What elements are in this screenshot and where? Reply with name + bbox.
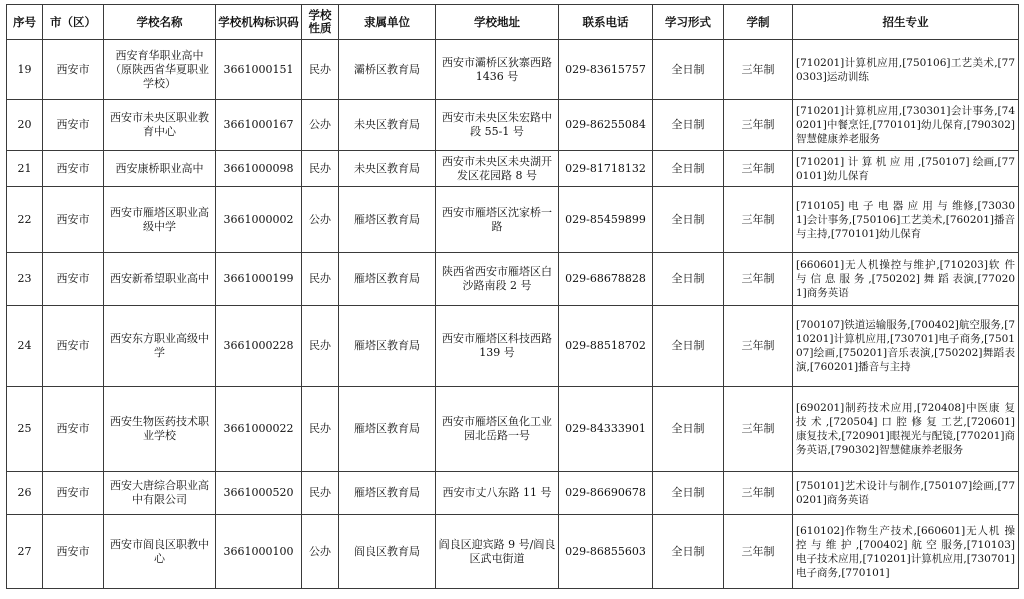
cell-city: 西安市: [43, 306, 104, 387]
cell-name: 西安新希望职业高中: [104, 253, 216, 306]
cell-name: 西安生物医药技术职业学校: [104, 387, 216, 472]
table-row: [7, 100, 1019, 151]
cell-index: 20: [7, 100, 43, 151]
cell-city: 西安市: [43, 253, 104, 306]
cell-duration: 三年制: [724, 515, 793, 589]
header-duration: 学制: [724, 5, 793, 40]
cell-address: 西安市未央区未央湖开发区花园路 8 号: [436, 151, 559, 187]
cell-address: 陕西省西安市雁塔区白沙路南段 2 号: [436, 253, 559, 306]
cell-nature: 民办: [302, 387, 339, 472]
cell-majors: [710201]计算机应用,[750106]工艺美术,[770303]运动训练: [793, 40, 1019, 100]
cell-authority: 灞桥区教育局: [339, 40, 436, 100]
cell-address: 西安市灞桥区狄寨西路 1436 号: [436, 40, 559, 100]
cell-index: 19: [7, 40, 43, 100]
cell-phone: 029-84333901: [559, 387, 653, 472]
cell-mode: 全日制: [653, 515, 724, 589]
cell-nature: 公办: [302, 187, 339, 253]
cell-phone: 029-68678828: [559, 253, 653, 306]
header-mode: 学习形式: [653, 5, 724, 40]
cell-code: 3661000151: [216, 40, 302, 100]
cell-mode: 全日制: [653, 40, 724, 100]
cell-name: 西安大唐综合职业高中有限公司: [104, 472, 216, 515]
cell-authority: 未央区教育局: [339, 151, 436, 187]
cell-mode: 全日制: [653, 472, 724, 515]
table-row: [7, 187, 1019, 253]
cell-name: 西安育华职业高中（原陕西省华夏职业学校）: [104, 40, 216, 100]
cell-phone: 029-85459899: [559, 187, 653, 253]
table-body: [7, 40, 1019, 589]
cell-authority: 雁塔区教育局: [339, 306, 436, 387]
cell-city: 西安市: [43, 515, 104, 589]
header-code: 学校机构标识码: [216, 5, 302, 40]
cell-nature: 民办: [302, 253, 339, 306]
table-row: [7, 253, 1019, 306]
cell-city: 西安市: [43, 387, 104, 472]
cell-city: 西安市: [43, 472, 104, 515]
header-authority: 隶属单位: [339, 5, 436, 40]
cell-phone: 029-86255084: [559, 100, 653, 151]
cell-mode: 全日制: [653, 100, 724, 151]
table-row: [7, 151, 1019, 187]
cell-nature: 民办: [302, 472, 339, 515]
cell-city: 西安市: [43, 100, 104, 151]
cell-majors: [690201]制药技术应用,[720408]中医康 复 技 术 ,[720504] 口 腔 修 复 工艺,[720601]康复技术,[720901]眼视光与配镜,[770201]商务英语,[790302]智慧健康养老服务: [793, 387, 1019, 472]
cell-name: 西安市阎良区职教中心: [104, 515, 216, 589]
cell-address: 西安市雁塔区沈家桥一路: [436, 187, 559, 253]
header-address: 学校地址: [436, 5, 559, 40]
cell-mode: 全日制: [653, 387, 724, 472]
cell-phone: 029-86855603: [559, 515, 653, 589]
cell-duration: 三年制: [724, 253, 793, 306]
cell-duration: 三年制: [724, 387, 793, 472]
cell-name: 西安市未央区职业教育中心: [104, 100, 216, 151]
cell-name: 西安市雁塔区职业高级中学: [104, 187, 216, 253]
cell-majors: [710105] 电 子 电 器 应 用 与 维修,[730301]会计事务,[750106]工艺美术,[760201]播音与主持,[770101]幼儿保育: [793, 187, 1019, 253]
cell-code: 3661000002: [216, 187, 302, 253]
cell-phone: 029-83615757: [559, 40, 653, 100]
cell-code: 3661000100: [216, 515, 302, 589]
cell-authority: 未央区教育局: [339, 100, 436, 151]
table-row: [7, 40, 1019, 100]
cell-index: 25: [7, 387, 43, 472]
cell-majors: [700107]铁道运输服务,[700402]航空服务,[710201]计算机应用,[730701]电子商务,[750107]绘画,[750201]音乐表演,[750202]舞蹈表演,[760201]播音与主持: [793, 306, 1019, 387]
cell-nature: 公办: [302, 515, 339, 589]
cell-duration: 三年制: [724, 40, 793, 100]
cell-phone: 029-88518702: [559, 306, 653, 387]
cell-nature: 民办: [302, 151, 339, 187]
header-phone: 联系电话: [559, 5, 653, 40]
table-row: [7, 387, 1019, 472]
header-majors: 招生专业: [793, 5, 1019, 40]
cell-index: 22: [7, 187, 43, 253]
cell-index: 26: [7, 472, 43, 515]
cell-mode: 全日制: [653, 187, 724, 253]
cell-address: 阎良区迎宾路 9 号/阎良区武屯街道: [436, 515, 559, 589]
cell-majors: [750101]艺术设计与制作,[750107]绘画,[770201]商务英语: [793, 472, 1019, 515]
cell-phone: 029-86690678: [559, 472, 653, 515]
header-row: [7, 5, 1019, 40]
cell-authority: 雁塔区教育局: [339, 187, 436, 253]
cell-authority: 雁塔区教育局: [339, 472, 436, 515]
cell-duration: 三年制: [724, 151, 793, 187]
header-index: 序号: [7, 5, 43, 40]
table-header: [7, 5, 1019, 40]
cell-duration: 三年制: [724, 306, 793, 387]
cell-code: 3661000228: [216, 306, 302, 387]
cell-authority: 阎良区教育局: [339, 515, 436, 589]
table-row: [7, 515, 1019, 589]
cell-code: 3661000520: [216, 472, 302, 515]
cell-nature: 公办: [302, 100, 339, 151]
table-row: [7, 472, 1019, 515]
cell-address: 西安市雁塔区鱼化工业园北岳路一号: [436, 387, 559, 472]
header-name: 学校名称: [104, 5, 216, 40]
cell-index: 23: [7, 253, 43, 306]
cell-city: 西安市: [43, 187, 104, 253]
cell-address: 西安市未央区朱宏路中段 55-1 号: [436, 100, 559, 151]
cell-name: 西安东方职业高级中学: [104, 306, 216, 387]
cell-code: 3661000199: [216, 253, 302, 306]
school-table: [6, 4, 1019, 589]
cell-phone: 029-81718132: [559, 151, 653, 187]
cell-nature: 民办: [302, 306, 339, 387]
cell-name: 西安康桥职业高中: [104, 151, 216, 187]
cell-address: 西安市丈八东路 11 号: [436, 472, 559, 515]
cell-majors: [660601]无人机操控与维护,[710203]软 件 与 信 息 服 务 ,[750202] 舞 蹈 表演,[770201]商务英语: [793, 253, 1019, 306]
cell-duration: 三年制: [724, 187, 793, 253]
cell-authority: 雁塔区教育局: [339, 387, 436, 472]
cell-index: 24: [7, 306, 43, 387]
cell-code: 3661000022: [216, 387, 302, 472]
cell-majors: [710201]计算机应用,[730301]会计事务,[740201]中餐烹饪,[770101]幼儿保育,[790302]智慧健康养老服务: [793, 100, 1019, 151]
cell-duration: 三年制: [724, 472, 793, 515]
cell-nature: 民办: [302, 40, 339, 100]
cell-mode: 全日制: [653, 151, 724, 187]
header-city: 市（区）: [43, 5, 104, 40]
cell-city: 西安市: [43, 151, 104, 187]
table-row: [7, 306, 1019, 387]
cell-mode: 全日制: [653, 253, 724, 306]
cell-majors: [610102]作物生产技术,[660601]无人机 操 控 与 维 护 ,[700402] 航 空 服务,[710103]电子技术应用,[710201]计算机应用,[730701]电子商务,[770101]: [793, 515, 1019, 589]
cell-index: 27: [7, 515, 43, 589]
cell-authority: 雁塔区教育局: [339, 253, 436, 306]
cell-code: 3661000167: [216, 100, 302, 151]
cell-city: 西安市: [43, 40, 104, 100]
cell-majors: [710201] 计 算 机 应 用 ,[750107] 绘画,[770101]幼儿保育: [793, 151, 1019, 187]
cell-mode: 全日制: [653, 306, 724, 387]
cell-address: 西安市雁塔区科技西路 139 号: [436, 306, 559, 387]
cell-code: 3661000098: [216, 151, 302, 187]
cell-index: 21: [7, 151, 43, 187]
header-nature: 学校性质: [302, 5, 339, 40]
cell-duration: 三年制: [724, 100, 793, 151]
